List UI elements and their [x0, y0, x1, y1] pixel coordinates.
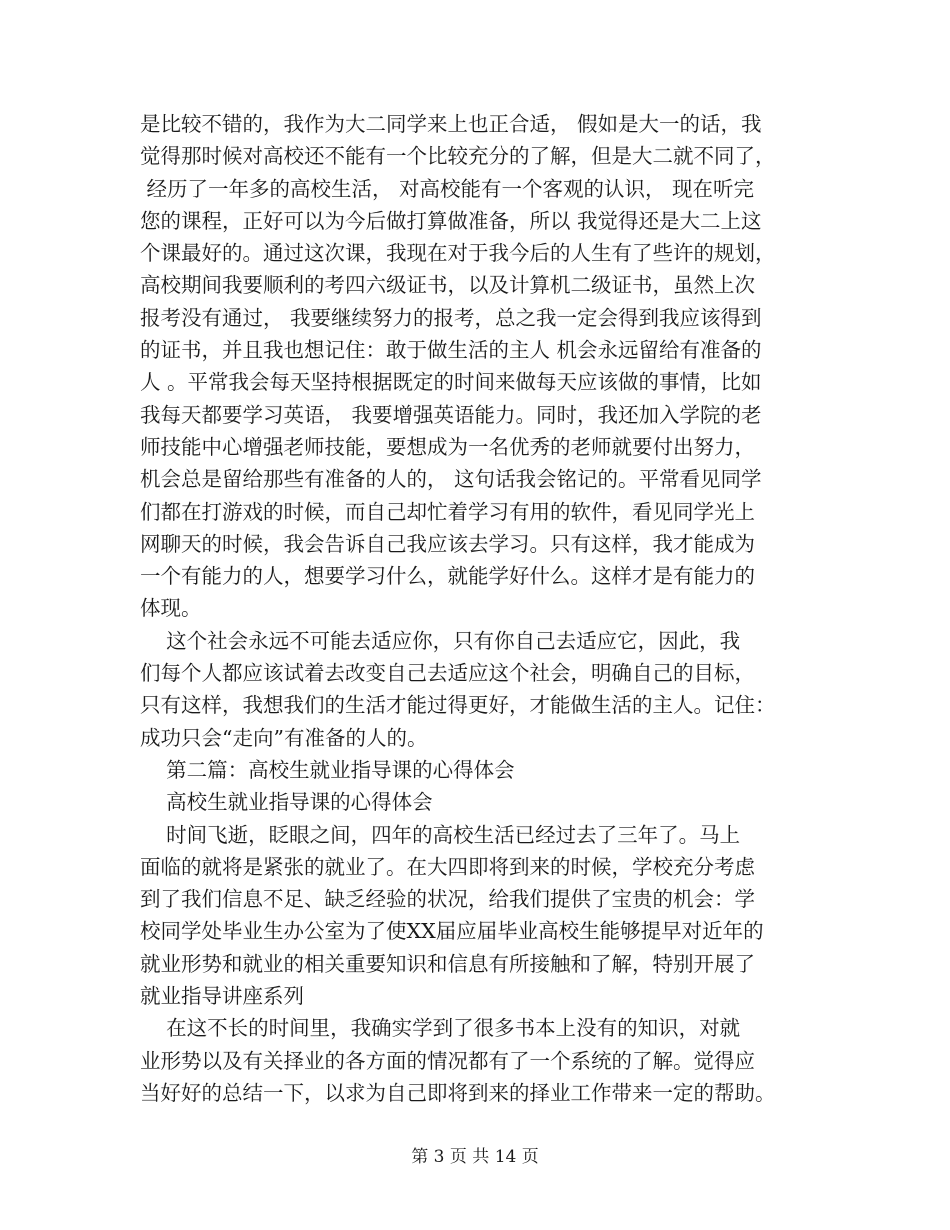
- section-subheading: 高校生就业指导课的心得体会: [140, 790, 433, 815]
- paragraph-start-line: 时间飞逝，眨眼之间，四年的高校生活已经过去了三年了。马上: [140, 822, 741, 847]
- paragraph-start-line: 在这不长的时间里，我确实学到了很多书本上没有的知识，对就: [140, 1016, 741, 1041]
- text-line: 当好好的总结一下，以求为自己即将到来的择业工作带来一定的帮助。: [140, 1080, 776, 1105]
- text-line: 面临的就将是紧张的就业了。在大四即将到来的时候，学校充分考虑: [140, 854, 755, 879]
- text-line: 业形势以及有关择业的各方面的情况都有了一个系统的了解。觉得应: [140, 1048, 755, 1073]
- text-line: 成功只会“走向”有准备的人的。: [140, 725, 428, 750]
- text-line: 机会总是留给那些有准备的人的， 这句话我会铭记的。平常看见同学: [140, 467, 762, 492]
- text-line: 们都在打游戏的时候，而自己却忙着学习有用的软件，看见同学光上: [140, 499, 755, 524]
- text-line: 一个有能力的人，想要学习什么，就能学好什么。这样才是有能力的: [140, 564, 755, 589]
- paragraph-start-line: 这个社会永远不可能去适应你，只有你自己去适应它，因此，我: [140, 628, 741, 653]
- text-line: 人 。平常我会每天坚持根据既定的时间来做每天应该做的事情，比如: [140, 370, 762, 395]
- text-line: 我每天都要学习英语， 我要增强英语能力。同时，我还加入学院的老: [140, 402, 762, 427]
- text-line: 个课最好的。通过这次课，我现在对于我今后的人生有了些许的规划，: [140, 241, 776, 266]
- text-line: 您的课程，正好可以为今后做打算做准备，所以 我觉得还是大二上这: [140, 208, 762, 233]
- text-line: 网聊天的时候，我会告诉自己我应该去学习。只有这样，我才能成为: [140, 531, 755, 556]
- text-line: 只有这样，我想我们的生活才能过得更好，才能做生活的主人。记住：: [140, 693, 776, 718]
- text-line: 就业形势和就业的相关重要知识和信息有所接触和了解，特别开展了: [140, 951, 755, 976]
- text-line: 师技能中心增强老师技能，要想成为一名优秀的老师就要付出努力，: [140, 434, 755, 459]
- text-line: 经历了一年多的高校生活， 对高校能有一个客观的认识， 现在听完: [140, 176, 755, 201]
- text-line: 高校期间我要顺利的考四六级证书，以及计算机二级证书，虽然上次: [140, 273, 755, 298]
- text-line: 到了我们信息不足、缺乏经验的状况，给我们提供了宝贵的机会：学: [140, 887, 755, 912]
- page-number-footer: 第 3 页 共 14 页: [411, 1147, 539, 1167]
- text-line: 报考没有通过， 我要继续努力的报考，总之我一定会得到我应该得到: [140, 305, 762, 330]
- text-line: 就业指导讲座系列: [140, 984, 304, 1009]
- text-line: 体现。: [140, 596, 202, 621]
- text-line: 觉得那时候对高校还不能有一个比较充分的了解，但是大二就不同了，: [140, 144, 776, 169]
- section-heading: 第二篇：高校生就业指导课的心得体会: [140, 757, 515, 782]
- text-line: 的证书，并且我也想记住：敢于做生活的主人 机会永远留给有准备的: [140, 338, 762, 363]
- text-line: 校同学处毕业生办公室为了使XX届应届毕业高校生能够提早对近年的: [140, 919, 764, 944]
- text-line: 们每个人都应该试着去改变自己去适应这个社会，明确自己的目标，: [140, 661, 755, 686]
- document-body: [140, 108, 830, 1109]
- text-line: 是比较不错的，我作为大二同学来上也正合适， 假如是大一的话，我: [140, 112, 762, 136]
